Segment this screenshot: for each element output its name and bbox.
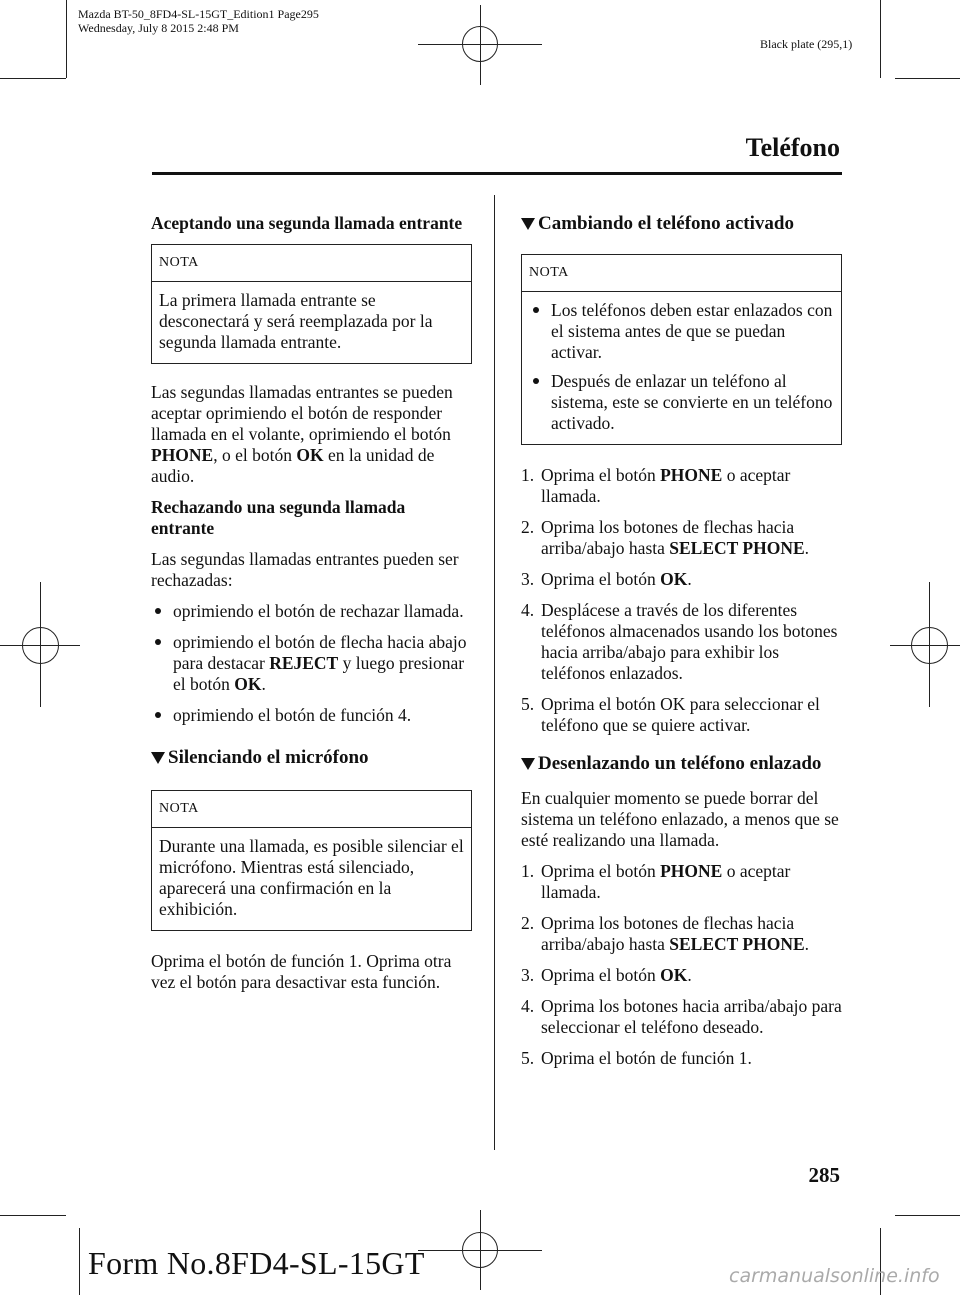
form-number: Form No.8FD4-SL-15GT xyxy=(88,1245,425,1281)
plate-label: Black plate (295,1) xyxy=(760,37,853,51)
heading-change-phone: Cambiando el teléfono activado xyxy=(521,212,842,236)
note-label: NOTA xyxy=(522,255,841,292)
bullet-item: Los teléfonos deben estar enlazados con el sistema antes de que se puedan activar. xyxy=(529,300,834,363)
note-box xyxy=(151,790,472,931)
file-info xyxy=(78,7,319,35)
section-title: Teléfono xyxy=(745,133,840,162)
bullet-item: oprimiendo el botón de rechazar llamada. xyxy=(151,601,472,622)
bullet-item: oprimiendo el botón de función 4. xyxy=(151,705,472,726)
triangle-down-icon xyxy=(521,218,535,230)
bullet-item: Después de enlazar un teléfono al sistema, este se convierte en un teléfono activado. xyxy=(529,371,834,434)
column-divider xyxy=(494,195,495,1150)
heading-mute-mic: Silenciando el micrófono xyxy=(151,746,472,770)
list-item: 2. Oprima los botones de flechas hacia arriba/abajo hasta SELECT PHONE. xyxy=(521,517,809,558)
bullet-icon xyxy=(155,639,161,645)
list-item: 4. Desplácese a través de los diferentes teléfonos almacenados usando los botones hacia arriba/abajo para exhibir los teléfonos enlazados. xyxy=(521,600,838,683)
list-item: 1. Oprima el botón PHONE o aceptar llamada. xyxy=(521,465,791,506)
note-text: Durante una llamada, es posible silenciar el micrófono. Mientras está silenciado, aparecerá una confirmación en la exhibición. xyxy=(159,836,464,919)
subheading-reject-call: Rechazando una segunda llamada entrante xyxy=(151,497,406,538)
page-number: 285 xyxy=(808,1163,840,1187)
list-item: 5. Oprima el botón OK para seleccionar el teléfono que se quiere activar. xyxy=(521,694,820,735)
list-item: 2. Oprima los botones de flechas hacia arriba/abajo hasta SELECT PHONE. xyxy=(521,913,809,954)
left-column xyxy=(151,213,472,1003)
bullet-icon xyxy=(155,712,161,718)
note-text: La primera llamada entrante se desconectará y será reemplazada por la segunda llamada entrante. xyxy=(159,290,433,352)
list-item: 4. Oprima los botones hacia arriba/abajo para seleccionar el teléfono deseado. xyxy=(521,996,842,1037)
note-box xyxy=(521,254,842,445)
note-box xyxy=(151,244,472,364)
paragraph: Las segundas llamadas entrantes pueden ser rechazadas: xyxy=(151,549,459,590)
bullet-icon xyxy=(533,307,539,313)
note-label: NOTA xyxy=(152,791,471,828)
file-info-line1: Mazda BT-50_8FD4-SL-15GT_Edition1 Page295 xyxy=(78,7,319,21)
triangle-down-icon xyxy=(521,758,535,770)
subheading-second-call: Aceptando una segunda llamada entrante xyxy=(151,213,463,233)
paragraph: En cualquier momento se puede borrar del sistema un teléfono enlazado, a menos que se esté realizando una llamada. xyxy=(521,788,839,850)
bullet-item: oprimiendo el botón de flecha hacia abajo para destacar REJECT y luego presionar el botón OK. xyxy=(151,632,472,695)
list-item: 3. Oprima el botón OK. xyxy=(521,965,692,985)
heading-unpair-phone: Desenlazando un teléfono enlazado xyxy=(521,752,842,776)
file-info-line2: Wednesday, July 8 2015 2:48 PM xyxy=(78,21,239,35)
paragraph: Oprima el botón de función 1. Oprima otra vez el botón para desactivar esta función. xyxy=(151,951,452,992)
bullet-icon xyxy=(533,378,539,384)
header-rule xyxy=(152,172,842,175)
list-item: 5. Oprima el botón de función 1. xyxy=(521,1048,752,1068)
watermark: carmanualsonline.info xyxy=(729,1265,940,1287)
bullet-icon xyxy=(155,608,161,614)
right-column xyxy=(521,212,842,1079)
note-label: NOTA xyxy=(152,245,471,282)
list-item: 3. Oprima el botón OK. xyxy=(521,569,692,589)
triangle-down-icon xyxy=(151,752,165,764)
paragraph: Las segundas llamadas entrantes se pueden aceptar oprimiendo el botón de responder llamada en el volante, oprimiendo el botón PHONE, o el botón OK en la unidad de audio. xyxy=(151,382,453,486)
list-item: 1. Oprima el botón PHONE o aceptar llamada. xyxy=(521,861,791,902)
